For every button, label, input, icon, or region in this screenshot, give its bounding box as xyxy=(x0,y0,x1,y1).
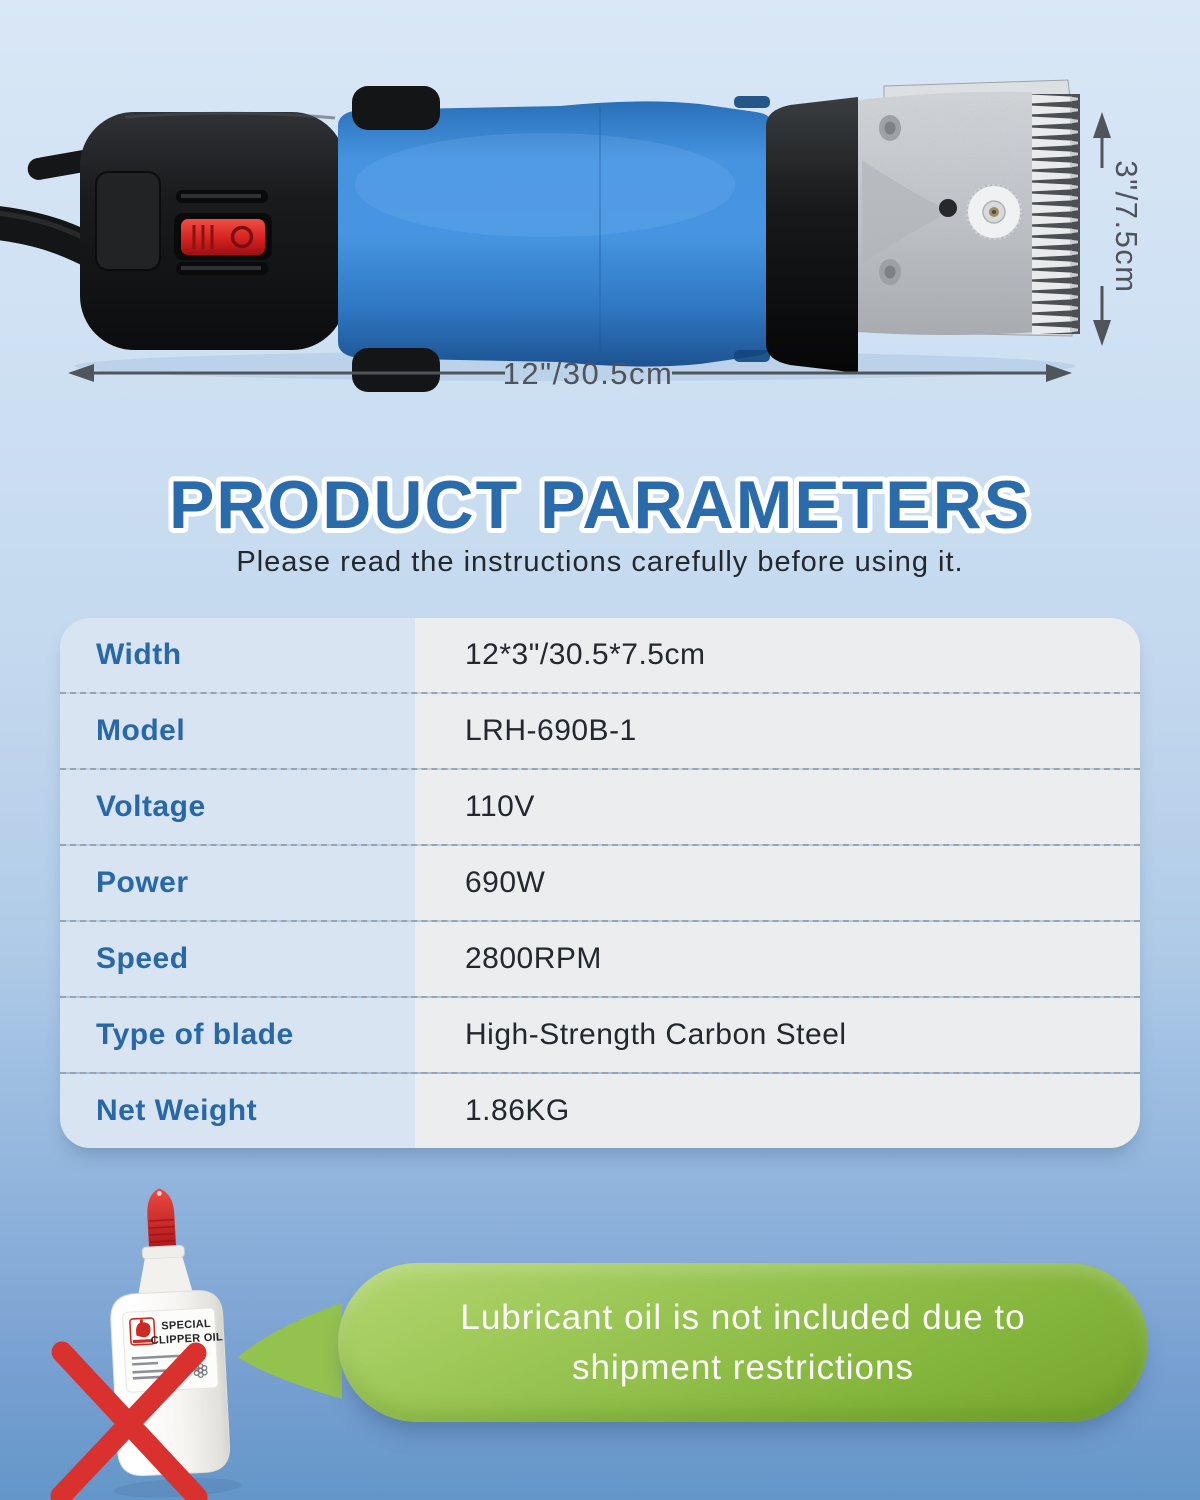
blade-head xyxy=(850,80,1080,344)
height-dimension-arrow xyxy=(1093,112,1144,346)
spec-value: 12*3"/30.5*7.5cm xyxy=(415,618,1140,692)
comb-teeth xyxy=(1032,94,1080,334)
clipper-photo-illustration xyxy=(0,0,1200,430)
housing-panel xyxy=(96,172,160,270)
table-row xyxy=(60,1072,1140,1148)
spec-label: Voltage xyxy=(60,770,415,844)
width-dimension-label: 12"/30.5cm xyxy=(502,356,674,391)
bottle-cap xyxy=(139,1187,185,1259)
spec-label: Model xyxy=(60,694,415,768)
motor-body xyxy=(338,86,772,392)
spec-label: Type of blade xyxy=(60,998,415,1072)
spec-label: Power xyxy=(60,846,415,920)
table-row xyxy=(60,768,1140,844)
bottle-brand-line1: SPECIAL xyxy=(160,1317,212,1333)
note-line1: Lubricant oil is not included due to xyxy=(460,1297,1026,1337)
bottle-neck xyxy=(137,1257,193,1294)
arrowhead-down-icon xyxy=(1093,320,1111,346)
spec-value: 1.86KG xyxy=(415,1074,1140,1148)
mount-lug-top xyxy=(352,86,440,130)
oil-hole xyxy=(939,199,957,217)
spec-value: 690W xyxy=(415,846,1140,920)
collar-ring xyxy=(766,97,858,373)
bubble-tail xyxy=(238,1303,342,1399)
page-title: PRODUCT PARAMETERS xyxy=(168,467,1032,543)
table-row xyxy=(60,692,1140,768)
spec-value: High-Strength Carbon Steel xyxy=(415,998,1140,1072)
spec-value: 2800RPM xyxy=(415,922,1140,996)
spec-value: LRH-690B-1 xyxy=(415,694,1140,768)
height-dimension-label: 3"/7.5cm xyxy=(1109,160,1144,294)
note-line2: shipment restrictions xyxy=(572,1347,914,1387)
table-row xyxy=(60,844,1140,920)
spec-label: Speed xyxy=(60,922,415,996)
subtitle-text: Please read the instructions carefully before using it. xyxy=(236,546,964,578)
spec-value: 110V xyxy=(415,770,1140,844)
rear-housing xyxy=(80,112,346,350)
table-row xyxy=(60,996,1140,1072)
spec-table xyxy=(60,618,1140,1148)
table-row xyxy=(60,920,1140,996)
note-bubble xyxy=(338,1263,1148,1422)
title-banner xyxy=(0,458,1200,558)
mount-lug-bottom xyxy=(352,348,440,392)
tension-cam xyxy=(967,185,1021,239)
table-row xyxy=(60,618,1140,692)
spec-label: Net Weight xyxy=(60,1074,415,1148)
bottle-brand-line2: CLIPPER OIL xyxy=(150,1331,224,1348)
arrowhead-up-icon xyxy=(1093,112,1111,138)
power-switch xyxy=(174,213,272,260)
spec-label: Width xyxy=(60,618,415,692)
